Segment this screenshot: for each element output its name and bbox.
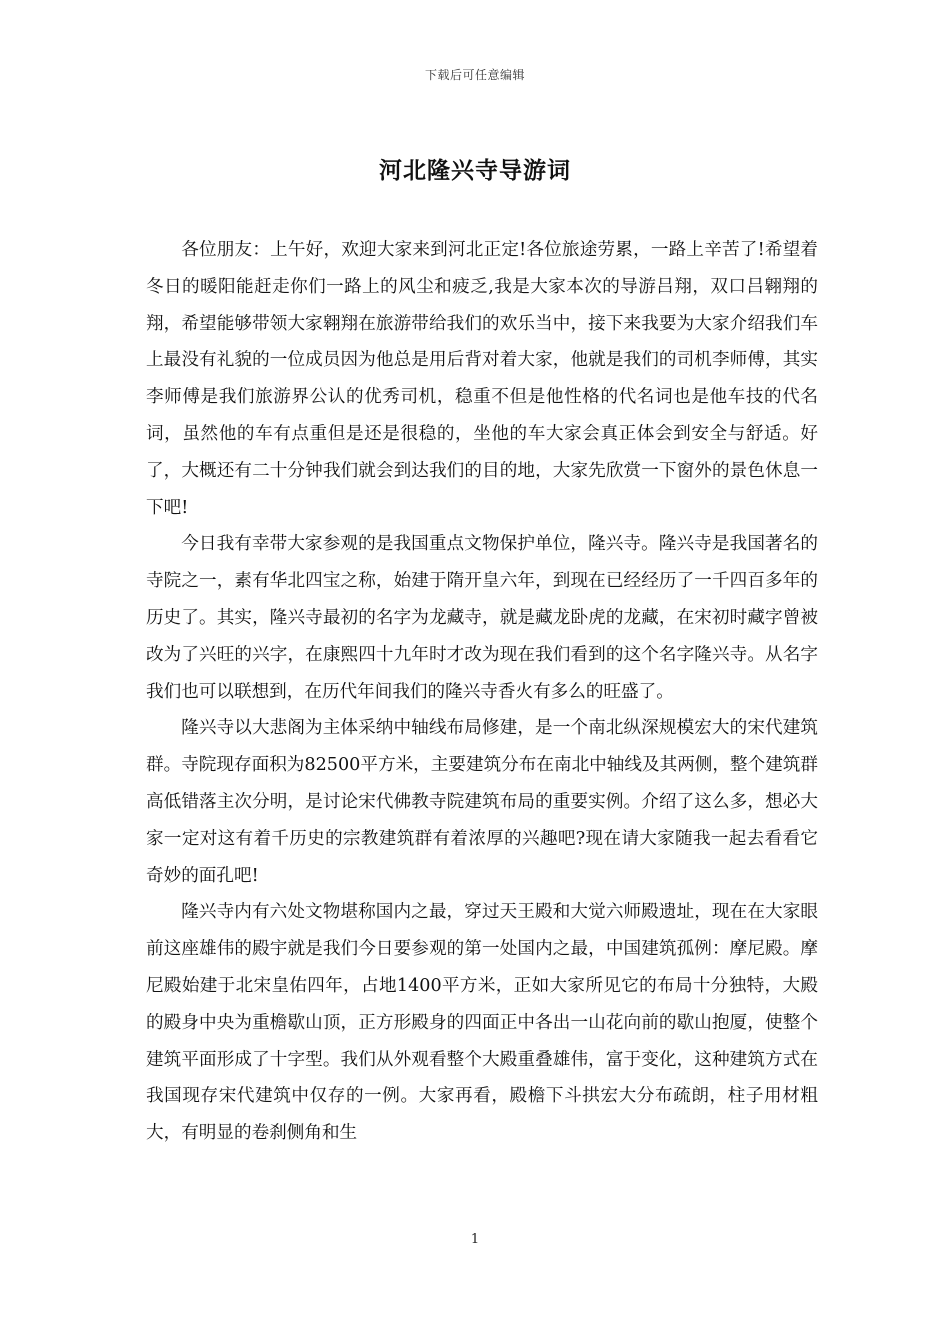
paragraph-history: 今日我有幸带大家参观的是我国重点文物保护单位，隆兴寺。隆兴寺是我国著名的寺院之一，素有华北四宝之称，始建于隋开皇六年，到现在已经经历了一千四百多年的历史了。其实，隆兴寺最初的名字为龙藏寺，就是藏龙卧虎的龙藏，在宋初时藏字曾被改为了兴旺的兴字，在康熙四十九年时才改为现在我们看到的这个名字隆兴寺。从名字我们也可以联想到，在历代年间我们的隆兴寺香火有多么的旺盛了。 <box>146 534 818 702</box>
header-note: 下载后可任意编辑 <box>424 68 525 82</box>
paragraph-layout: 隆兴寺以大悲阁为主体采纳中轴线布局修建，是一个南北纵深规模宏大的宋代建筑群。寺院现存面积为82500平方米，主要建筑分布在南北中轴线及其两侧，整个建筑群高低错落主次分明，是讨论宋代佛教寺院建筑布局的重要实例。介绍了这么多，想必大家一定对这有着千历史的宗教建筑群有着浓厚的兴趣吧?现在请大家随我一起去看看它奇妙的面孔吧! <box>146 718 818 886</box>
page-number: 1 <box>470 1232 480 1247</box>
document-title: 河北隆兴寺导游词 <box>379 157 571 184</box>
paragraph-greeting: 各位朋友：上午好，欢迎大家来到河北正定!各位旅途劳累，一路上辛苦了!希望着冬日的暖阳能赶走你们一路上的风尘和疲乏,我是大家本次的导游吕翔，双口吕翱翔的翔，希望能够带领大家翱翔在旅游带给我们的欢乐当中，接下来我要为大家介绍我们车上最没有礼貌的一位成员因为他总是用后背对着大家，他就是我们的司机李师傅，其实李师傅是我们旅游界公认的优秀司机，稳重不但是他性格的代名词也是他车技的代名词，虽然他的车有点重但是还是很稳的，坐他的车大家会真正体会到安全与舒适。好了，大概还有二十分钟我们就会到达我们的目的地，大家先欣赏一下窗外的景色休息一下吧! <box>146 240 818 518</box>
document-body <box>146 232 818 1152</box>
paragraph-moni-hall: 隆兴寺内有六处文物堪称国内之最，穿过天王殿和大觉六师殿遗址，现在在大家眼前这座雄伟的殿宇就是我们今日要参观的第一处国内之最，中国建筑孤例：摩尼殿。摩尼殿始建于北宋皇佑四年，占地1400平方米，正如大家所见它的布局十分独特，大殿的殿身中央为重檐歇山顶，正方形殿身的四面正中各出一山花向前的歇山抱厦，使整个建筑平面形成了十字型。我们从外观看整个大殿重叠雄伟，富于变化，这种建筑方式在我国现存宋代建筑中仅存的一例。大家再看，殿檐下斗拱宏大分布疏朗，柱子用材粗大，有明显的卷刹侧角和生 <box>146 902 818 1144</box>
